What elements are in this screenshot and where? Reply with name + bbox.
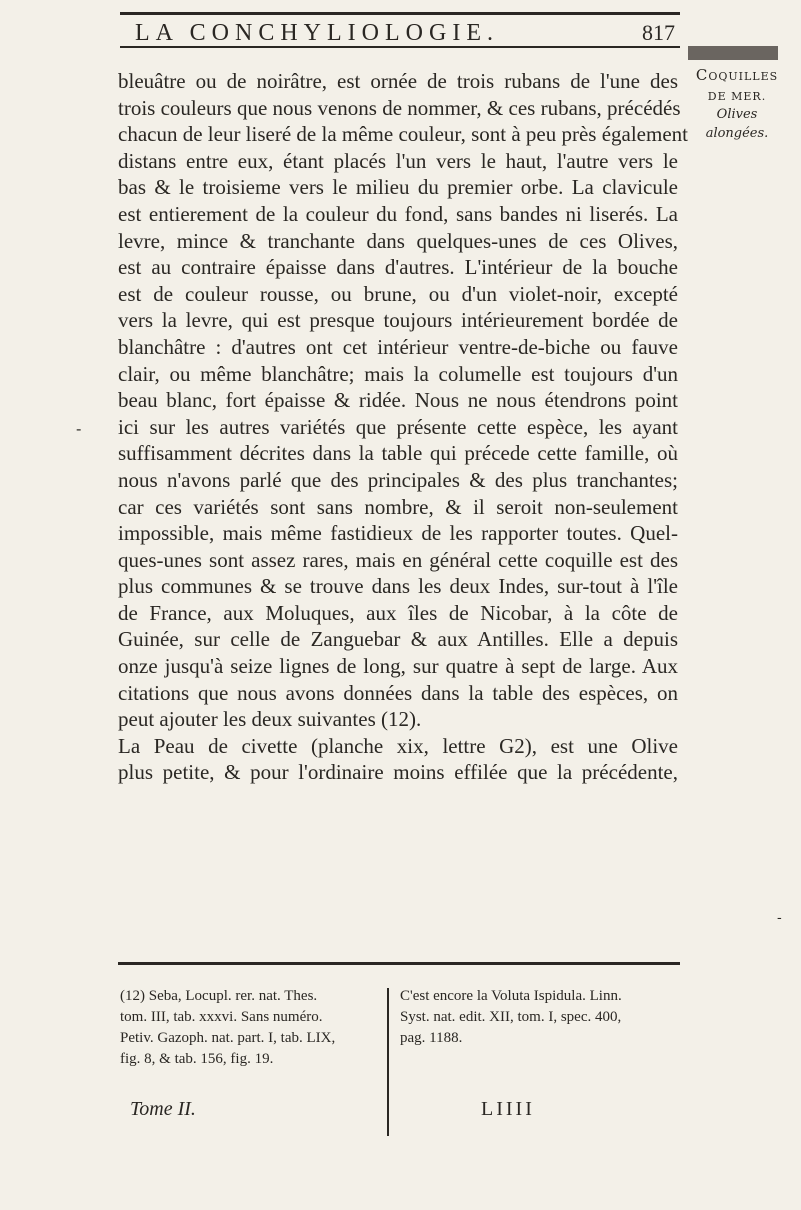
- text-line: ques-unes sont assez rares, mais en général cette coquille est des: [118, 547, 678, 572]
- footnote-rule: [118, 962, 680, 965]
- text-line: trois couleurs que nous venons de nommer, & ces rubans, précédés: [118, 95, 681, 120]
- text-line: bleuâtre ou de noirâtre, est ornée de trois rubans de l'une des: [118, 69, 678, 93]
- text-line: ici sur les autres variétés que présente cette espèce, les ayant: [118, 414, 678, 439]
- text-line: vers la levre, qui est presque toujours intérieurement bordée de: [118, 308, 678, 333]
- volume-label: Tome II.: [130, 1098, 196, 1120]
- signature-mark: LIIII: [481, 1098, 535, 1120]
- footnote-line: tom. III, tab. xxxvi. Sans numéro.: [120, 1009, 323, 1025]
- text-line: est au contraire épaisse dans d'autres. L'intérieur de la bouche: [118, 255, 678, 280]
- text-line: plus communes & se trouve dans les deux Indes, sur-tout à l'île: [118, 574, 678, 599]
- footnote-line: Petiv. Gazoph. nat. part. I, tab. LIX,: [120, 1030, 336, 1046]
- margin-note-line: Olives: [716, 107, 758, 122]
- text-line: clair, ou même blanchâtre; mais la columelle est toujours d'un: [118, 361, 678, 386]
- text-line: La Peau de civette (planche xix, lettre G2), est une Olive: [118, 733, 678, 758]
- footnote-line: Syst. nat. edit. XII, tom. I, spec. 400,: [400, 1009, 622, 1025]
- footnote-line: C'est encore la Voluta Ispidula. Linn.: [400, 988, 622, 1004]
- running-title: LA CONCHYLIOLOGIE.: [135, 20, 499, 46]
- margin-note-line: DE MER.: [707, 90, 767, 103]
- footnote-left: [120, 986, 370, 1070]
- footnote-line: fig. 8, & tab. 156, fig. 19.: [120, 1051, 274, 1067]
- margin-ornament-bar: [688, 46, 778, 60]
- page-number: 817: [642, 20, 675, 45]
- margin-note-line: Coquilles: [695, 66, 779, 84]
- header-rule: [120, 46, 680, 48]
- text-line: beau blanc, fort épaisse & ridée. Nous ne nous étendrons point: [118, 388, 678, 413]
- text-line: peut ajouter les deux suivantes (12).: [118, 707, 422, 732]
- text-line: car ces variétés sont sans nombre, & il seroit non-seulement: [118, 494, 678, 519]
- text-line: Guinée, sur celle de Zanguebar & aux Antilles. Elle a depuis: [118, 627, 678, 652]
- text-line: plus petite, & pour l'ordinaire moins effilée que la précédente,: [118, 760, 678, 785]
- text-line: blanchâtre : d'autres ont cet intérieur ventre-de-biche ou fauve: [118, 334, 678, 359]
- footnote-right: [400, 986, 680, 1049]
- text-line: onze jusqu'à seize lignes de long, sur quatre à sept de large. Aux: [118, 654, 678, 679]
- footnote-separator: [387, 988, 389, 1136]
- text-line: levre, mince & tranchante dans quelques-unes de ces Olives,: [118, 228, 678, 253]
- text-line: distans entre eux, étant placés l'un vers le haut, l'autre vers le: [118, 148, 678, 173]
- margin-note-line: alongées.: [705, 126, 769, 141]
- text-line: est entierement de la couleur du fond, sans bandes ni liserés. La: [118, 201, 678, 226]
- margin-note: [682, 66, 792, 141]
- body-text: [118, 68, 688, 786]
- text-line: suffisamment décrites dans la table qui précede cette famille, où: [118, 441, 678, 466]
- text-line: de France, aux Moluques, aux îles de Nicobar, à la côte de: [118, 600, 678, 625]
- margin-dash-mark: -: [76, 419, 82, 438]
- text-line: nous n'avons parlé que des principales & des plus tranchantes;: [118, 467, 678, 492]
- text-line: bas & le troisieme vers le milieu du premier orbe. La clavicule: [118, 175, 678, 200]
- margin-corner-mark: -: [777, 910, 782, 926]
- footnote-line: pag. 1188.: [400, 1030, 463, 1046]
- running-header: [135, 14, 675, 54]
- text-line: impossible, mais même fastidieux de les rapporter toutes. Quel-: [118, 521, 678, 546]
- text-line: chacun de leur liseré de la même couleur, sont à peu près également: [118, 122, 688, 147]
- footnote-line: (12) Seba, Locupl. rer. nat. Thes.: [120, 988, 318, 1004]
- text-line: est de couleur rousse, ou brune, ou d'un violet-noir, excepté: [118, 281, 678, 306]
- text-line: citations que nous avons données dans la table des espèces, on: [118, 680, 678, 705]
